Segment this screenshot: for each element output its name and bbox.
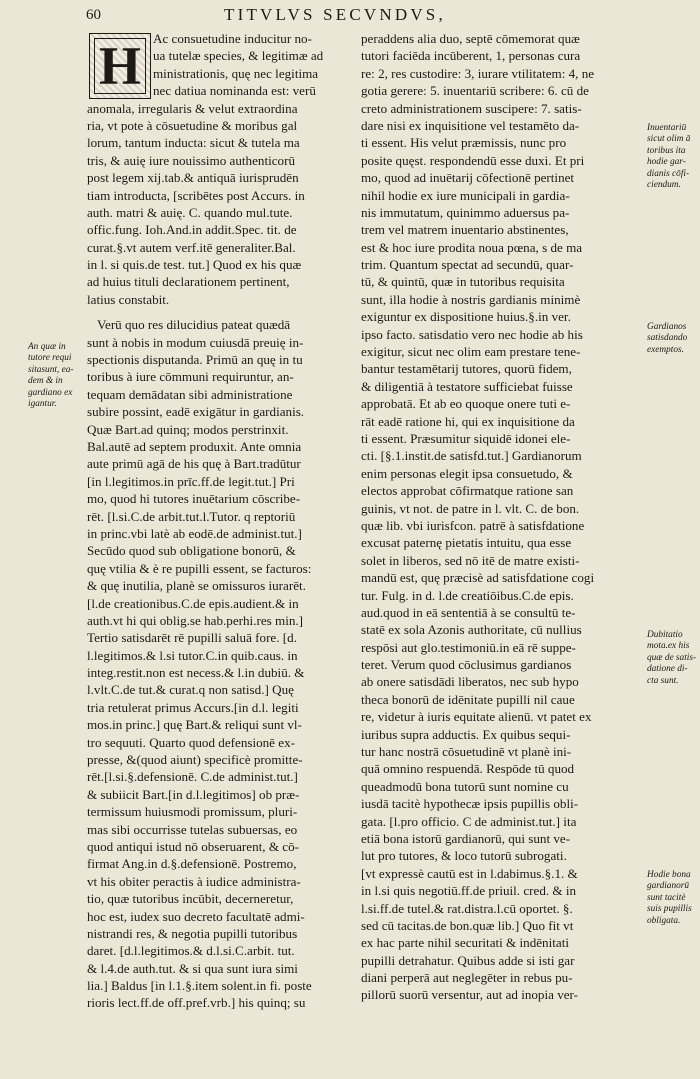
text-line: mandū est, quę præcisè ad satisfdatione cogi: [361, 570, 595, 586]
margin-note-line: exemptos.: [647, 344, 684, 355]
text-line: vt his obiter peractis à iudice administra-: [87, 873, 301, 889]
text-line: ab onere satisdādi liberatos, nec sub hypo: [361, 674, 579, 690]
running-head: TITVLVS SECVNDVS,: [224, 5, 446, 24]
text-line: in l.si quis negotiū.ff.de priuil. cred. & in: [361, 883, 577, 899]
text-line: etiā bona istorū gardianorū, qui sunt ve-: [361, 830, 571, 846]
text-line: respōsi aut glo.testimoniū.in eā rē suppe-: [361, 639, 576, 655]
text-line: [l.de creationibus.C.de epis.audient.& in: [87, 595, 299, 611]
text-line: trim. Quantum spectat ad secundū, quar-: [361, 257, 574, 273]
margin-note-doubt: [647, 630, 696, 687]
text-line: theca bonorū de idēnitate pupilli nil caue: [361, 691, 575, 707]
text-line: ex hac parte nihil securitati & indēnitati: [361, 935, 569, 951]
margin-note-line: sunt tacitè: [647, 892, 686, 903]
margin-note-inventory: [647, 123, 690, 191]
margin-note-left: [28, 342, 73, 410]
margin-note-line: Hodie bona: [647, 870, 691, 880]
text-line: pillorū suorū versentur, aut ad inopia ver-: [361, 987, 579, 1003]
text-line: curat.§.vt autem verf.itē generaliter.Bal.: [87, 239, 296, 255]
right-column-lines: [361, 30, 643, 1004]
margin-note-line: cta sunt.: [647, 675, 679, 686]
text-line: re: 2, res custodire: 3, iurare vtilitatem: 4, ne: [361, 65, 595, 81]
text-line: cti. [§.1.instit.de satisfd.tut.] Gardianorum: [361, 448, 582, 464]
text-line: presse, &(quod aiunt) specificè promitte-: [87, 752, 303, 768]
text-line: auth. matri & auię. C. quando mul.tute.: [87, 204, 293, 220]
text-line: nis immutatum, quinimmo aduersus pa-: [361, 204, 570, 220]
margin-note-line: datione di-: [647, 664, 688, 675]
text-line: rēt.[l.si.§.defensionē. C.de administ.tut.]: [87, 769, 298, 785]
text-line: quod antiqui istud nō obseruarent, & cō-: [87, 838, 300, 854]
text-line: gotia gerere: 5. inuentariū scribere: 6. cū de: [361, 83, 589, 99]
text-line: Quæ Bart.ad quinq; modos perstrinxit.: [87, 421, 289, 437]
margin-note-line: dianis cōfi-: [647, 168, 690, 179]
text-line: mos.in princ.] quę Bart.& reliqui sunt vl-: [87, 717, 302, 733]
text-line: post legem xij.tab.& antiquā iurisprudēn: [87, 170, 299, 186]
margin-note-line: sitasunt, ea-: [28, 364, 74, 375]
text-line: posite quęst. respondendū esse duxi. Et pri: [361, 152, 585, 168]
text-line: ministrationis, quę nec legitima: [153, 65, 319, 81]
text-line: ipso facto. satisdatio vero nec hodie ab his: [361, 326, 583, 342]
text-line: excusat paternę pietatis intuitu, qua esse: [361, 535, 572, 551]
text-line: ria, vt pote à cōsuetudine & moribus gal: [87, 117, 298, 133]
text-line: auth.vt hi qui oblig.se hab.perhi.res min.]: [87, 612, 304, 628]
text-line: pupilli detrahatur. Quibus adde si isti gar: [361, 952, 575, 968]
text-line: lorum, tantum inducta: sicut & tutela ma: [87, 135, 300, 151]
text-line: subire possint, eadē exigātur in gardianis.: [87, 404, 305, 420]
text-line: nihil hodie ex iure municipali in gardia-: [361, 187, 570, 203]
left-paragraph-1: [87, 100, 355, 309]
text-line: ti essent. His velut præmissis, nunc pro: [361, 135, 567, 151]
text-line: teret. Verum quod cōclusimus gardianos: [361, 657, 572, 673]
text-line: [in l.legitimos.in prīc.ff.de legit.tut.] Pri: [87, 473, 295, 489]
initial-letter: H: [98, 36, 141, 96]
margin-note-line: mota.ex his: [647, 641, 690, 652]
left-column: [87, 30, 355, 1012]
text-line: toribus à iure cōmmuni requiruntur, an-: [87, 369, 294, 385]
text-line: statē ex sola Azonis authoritate, cū nullius: [361, 622, 582, 638]
left-indented-lines: [87, 30, 355, 100]
text-line: creto administrationem suscipere: 7. satis-: [361, 100, 582, 116]
text-line: l.vlt.C.de tut.& curat.q non satisd.] Quę: [87, 682, 294, 698]
text-line: l.legitimos.& l.si tutor.C.in quib.caus. in: [87, 647, 298, 663]
text-line: sunt, illa hodie à nostris gardianis minimè: [361, 291, 581, 307]
margin-note-line: toribus ita: [647, 145, 686, 156]
text-line: rēt. [l.si.C.de arbit.tut.l.Tutor. q reptoriū: [87, 508, 296, 524]
margin-note-line: Dubitatio: [647, 630, 683, 640]
text-line: quę vtilia & è re pupilli essent, se facturos:: [87, 560, 312, 576]
text-line: tur. Fulg. in d. l.de creatiōibus.C.de epis.: [361, 587, 574, 603]
text-line: & quę inutilia, planè se omissuros iurarēt.: [87, 578, 306, 594]
text-line: solet in liberos, sed nō itē de matre existi-: [361, 552, 580, 568]
text-line: re, videtur à iuris equitate alienū. vt patet ex: [361, 709, 592, 725]
margin-note-line: gardianorū: [647, 881, 690, 892]
text-line: aud.quod in eā sententiā à se consultū te-: [361, 604, 576, 620]
paragraph-gap: [87, 308, 355, 316]
text-line: ad huius tituli declarationem pertinent,: [87, 274, 290, 290]
text-line: tū, & quintū, quæ in tutoribus requisita: [361, 274, 565, 290]
text-line: tria retulerat primus Accurs.[in d.l. legiti: [87, 699, 299, 715]
text-line: Secūdo quod sub obligatione bonorū, &: [87, 543, 296, 559]
text-line: in princ.vbi latè ab eodē.de administ.tut.]: [87, 525, 302, 541]
text-line: exiguntur ex dispositione huius.§.in ver.: [361, 309, 571, 325]
margin-note-line: tutore requi: [28, 353, 72, 364]
margin-note-exemption: [647, 322, 687, 356]
text-line: queadmodū bona tutorū sunt nomine cu: [361, 778, 569, 794]
margin-note-line: dem & in: [28, 376, 63, 387]
text-line: nec datiua nominanda est: verū: [153, 83, 316, 99]
margin-note-line: hodie gar-: [647, 157, 686, 168]
text-line: & l.4.de auth.tut. & si qua sunt iura simi: [87, 960, 298, 976]
text-line: hoc est, iudex suo decreto facultatē admi-: [87, 908, 305, 924]
page-number: 60: [86, 7, 101, 23]
text-line: electos approbat cōfirmatque ratione san: [361, 483, 574, 499]
text-line: tris, & auię iure nouissimo authenticorū: [87, 152, 296, 168]
text-line: bantur testamētarij tutores, quorū fidem,: [361, 361, 572, 377]
text-line: in l. si quis.de test. tut.] Quod ex his quæ: [87, 257, 302, 273]
text-line: iusdā tacitè hypothecæ ipsis pupillis obli-: [361, 796, 579, 812]
right-column: [361, 30, 643, 1004]
text-line: Verū quo res dilucidius pateat quædā: [97, 317, 291, 333]
margin-note-line: Gardianos: [647, 322, 687, 332]
text-line: enim personas elegit ipsa consuetudo, &: [361, 465, 573, 481]
text-line: tutori faciēda incūberent, 1, personas cura: [361, 48, 581, 64]
text-line: spectionis disputanda. Primū an quę in tu: [87, 352, 303, 368]
text-line: offic.fung. Ioh.And.in addit.Spec. tit. de: [87, 222, 297, 238]
text-line: l.si.ff.de tutel.& rat.distra.l.cū oportet. §.: [361, 900, 573, 916]
margin-note-line: An quæ in: [28, 342, 66, 352]
margin-note-line: sicut olim ā: [647, 134, 691, 145]
margin-note-line: ciendum.: [647, 180, 681, 191]
text-line: dare nisi ex inquisitione vel testamēto da-: [361, 117, 580, 133]
text-line: nistrandi res, & negotia pupilli tutoribus: [87, 925, 298, 941]
text-line: lia.] Baldus [in l.1.§.item solent.in fi. poste: [87, 978, 312, 994]
margin-note-line: gardiano ex: [28, 387, 73, 398]
text-line: aute primū agā de his quę à Bart.tradūtur: [87, 456, 301, 472]
text-line: Tertio satisdarēt rē pupilli saluā fore. [d.: [87, 630, 297, 646]
text-line: guinis, vt not. de patre in l. vlt. C. de bon.: [361, 500, 580, 516]
text-line: integ.restit.non est necess.& l.in dubiū. &: [87, 665, 305, 681]
text-line: trem vel matrem inuentario abstinentes,: [361, 222, 569, 238]
text-line: diani perperā aut neglegēter in rebus pu-: [361, 970, 573, 986]
text-line: gata. [l.pro officio. C de administ.tut.] ita: [361, 813, 577, 829]
text-line: ua tutelæ species, & legitimæ ad: [153, 48, 324, 64]
text-line: anomala, irregularis & velut extraordina: [87, 100, 298, 116]
text-line: sed cū tacitas.de bon.quæ lib.] Quo fit vt: [361, 917, 574, 933]
text-line: mo, quod ad inuētarij cōfectionē pertinet: [361, 170, 575, 186]
text-line: termissum huiusmodi promissum, pluri-: [87, 804, 298, 820]
text-line: & diligentiā à testatore sufficiebat fuisse: [361, 378, 573, 394]
left-paragraph-2: [87, 316, 355, 1012]
text-line: approbatā. Et ab eo quoque onere tuti e-: [361, 396, 571, 412]
text-line: mas sibi occurrisse tutelas subuersas, eo: [87, 821, 298, 837]
text-line: exigitur, sicut nec olim eam prestare tene-: [361, 344, 581, 360]
text-line: daret. [d.l.legitimos.& d.l.si.C.arbit. tut.: [87, 943, 295, 959]
text-line: sunt à nobis in modum cuiusdā preuię in-: [87, 334, 304, 350]
margin-note-line: suis pupillis: [647, 904, 692, 915]
margin-note-line: obligata.: [647, 915, 681, 926]
text-line: quā omnino respuendā. Respōde tū quod: [361, 761, 575, 777]
text-line: quæ lib. vbi iurisfcon. patrē à satisfdatione: [361, 517, 585, 533]
margin-note-obligation: [647, 870, 692, 927]
text-line: firmat Ang.in d.§.defensionē. Postremo,: [87, 856, 297, 872]
text-line: Bal.autē ad septem produxit. Ante omnia: [87, 438, 302, 454]
text-line: peraddens alia duo, septē cōmemorat quæ: [361, 31, 580, 46]
margin-note-line: Inuentariū: [647, 123, 687, 133]
text-line: rioris lect.ff.de off.pref.vrb.] his quinq; su: [87, 995, 306, 1011]
text-line: rāt eadē ratione hi, qui ex inquisitione da: [361, 413, 575, 429]
text-line: tio, quæ tutoribus incūbit, decerneretur,: [87, 891, 294, 907]
margin-note-line: igantur.: [28, 399, 57, 410]
text-line: [vt expressè cautū est in l.dabimus.§.1. &: [361, 865, 578, 881]
text-line: tiam introducta, [scribētes post Accurs. in: [87, 187, 305, 203]
text-line: ti essent. Præsumitur siquidē idonei ele-: [361, 430, 571, 446]
text-line: Ac consuetudine inducitur no-: [153, 31, 312, 46]
text-line: tequam demādatan sibi administratione: [87, 386, 293, 402]
text-line: tro sequuti. Quarto quod defensionē ex-: [87, 734, 295, 750]
margin-note-line: satisdando: [647, 333, 688, 344]
text-line: & subiicit Bart.[in d.l.legitimos] ob præ-: [87, 786, 300, 802]
text-line: est & hoc iure prodita noua pœna, s de ma: [361, 239, 583, 255]
margin-note-line: quæ de satis-: [647, 652, 697, 663]
text-line: latius constabit.: [87, 291, 170, 307]
text-line: iuribus supra adductis. Ex quibus sequi-: [361, 726, 571, 742]
text-line: mo, quod hi tutores inuētarium cōscribe-: [87, 491, 301, 507]
text-line: tur hanc nostrā cōsuetudinē vt planè ini-: [361, 744, 572, 760]
text-line: lut pro tutores, & loco tutorū subrogati.: [361, 848, 567, 864]
